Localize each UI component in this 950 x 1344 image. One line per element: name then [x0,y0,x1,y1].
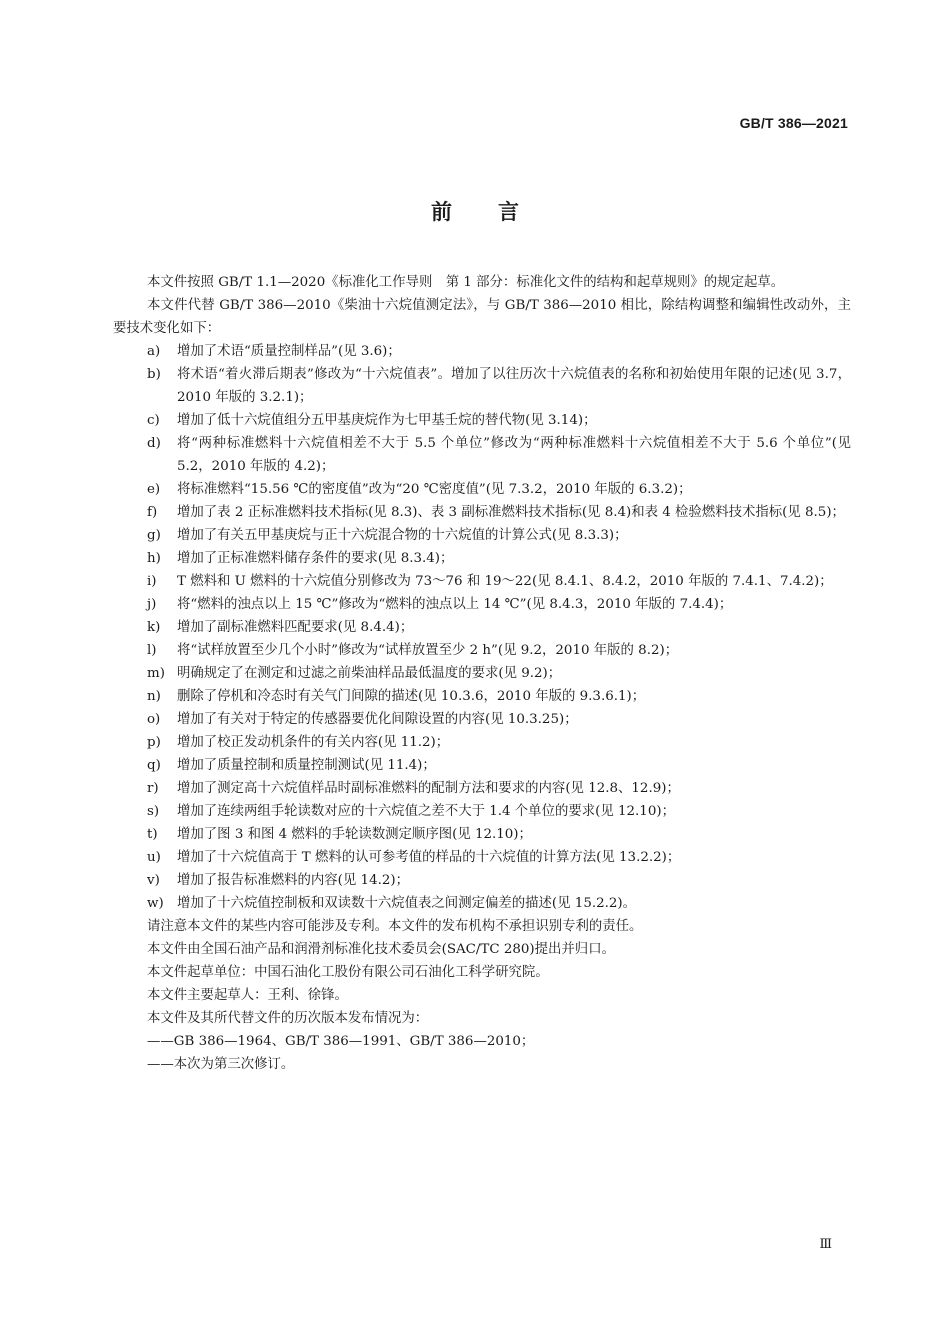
change-item-marker: e) [147,482,161,497]
change-item-text: 增加了质量控制和质量控制测试(见 11.4)； [177,758,436,773]
change-item-marker: k) [147,620,161,635]
change-item [113,409,851,432]
change-item-marker: d) [147,436,161,451]
change-item-text: 删除了停机和冷态时有关气门间隙的描述(见 10.3.6，2010 年版的 9.3.6.1)； [177,689,646,704]
change-item-text: 增加了低十六烷值组分五甲基庚烷作为七甲基壬烷的替代物(见 3.14)； [177,413,597,428]
drafting-unit: 本文件起草单位：中国石油化工股份有限公司石油化工科学研究院。 [147,965,549,980]
change-item [113,754,851,777]
change-item [113,616,851,639]
change-item [113,524,851,547]
change-item-text: 增加了有关五甲基庚烷与正十六烷混合物的十六烷值的计算公式(见 8.3.3)； [177,528,628,543]
change-item-text: 增加了校正发动机条件的有关内容(见 11.2)； [177,735,450,750]
change-item-text: 增加了表 2 正标准燃料技术指标(见 8.3)、表 3 副标准燃料技术指标(见 8.4)和表 4 检验燃料技术指标(见 8.5)； [177,505,845,520]
change-item-marker: f) [147,505,158,520]
change-item-text: 将“燃料的浊点以上 15 ℃”修改为“燃料的浊点以上 14 ℃”(见 8.4.3，2010 年版的 7.4.4)； [177,597,733,612]
change-item-marker: m) [147,666,165,681]
change-item-marker: o) [147,712,161,727]
change-item-text: 增加了测定高十六烷值样品时副标准燃料的配制方法和要求的内容(见 12.8、12.9)； [177,781,680,796]
change-item-text: 增加了图 3 和图 4 燃料的手轮读数测定顺序图(见 12.10)； [177,827,532,842]
change-item [113,432,851,478]
change-item-marker: i) [147,574,157,589]
foreword-body [113,271,851,1076]
change-item-marker: b) [147,367,161,382]
intro-paragraph-2: 本文件代替 GB/T 386—2010《柴油十六烷值测定法》，与 GB/T 386—2010 相比，除结构调整和编辑性改动外，主要技术变化如下： [113,298,851,336]
change-item-text: T 燃料和 U 燃料的十六烷值分别修改为 73～76 和 19～22(见 8.4.1、8.4.2，2010 年版的 7.4.1、7.4.2)； [177,574,833,589]
change-item [113,708,851,731]
change-item [113,593,851,616]
change-item-text: 增加了连续两组手轮读数对应的十六烷值之差不大于 1.4 个单位的要求(见 12.10)； [177,804,675,819]
change-item-marker: r) [147,781,159,796]
intro-paragraph-1: 本文件按照 GB/T 1.1—2020《标准化工作导则 第 1 部分：标准化文件的结构和起草规则》的规定起草。 [147,275,785,290]
change-item-text: 增加了十六烷值高于 T 燃料的认可参考值的样品的十六烷值的计算方法(见 13.2.2)； [177,850,681,865]
change-item-marker: g) [147,528,161,543]
change-item-text: 增加了有关对于特定的传感器要优化间隙设置的内容(见 10.3.25)； [177,712,578,727]
change-item-text: 增加了报告标准燃料的内容(见 14.2)； [177,873,409,888]
change-item [113,547,851,570]
page-title: 前言 [431,200,565,224]
change-item-text: 增加了十六烷值控制板和双读数十六烷值表之间测定偏差的描述(见 15.2.2)。 [177,896,637,911]
change-item [113,685,851,708]
change-item [113,892,851,915]
change-item-text: 将“两种标准燃料十六烷值相差不大于 5.5 个单位”修改为“两种标准燃料十六烷值相差不大于 5.6 个单位”(见 5.2，2010 年版的 4.2)； [177,436,851,474]
history-intro: 本文件及其所代替文件的历次版本发布情况为： [147,1011,429,1026]
change-item [113,800,851,823]
change-item [113,501,851,524]
change-item [113,340,851,363]
change-item [113,731,851,754]
change-item-text: 将“试样放置至少几个小时”修改为“试样放置至少 2 h”(见 9.2，2010 年版的 8.2)； [177,643,679,658]
change-item-marker: h) [147,551,161,566]
change-item-marker: p) [147,735,161,750]
change-item-text: 增加了副标准燃料匹配要求(见 8.4.4)； [177,620,414,635]
history-item: ——本次为第三次修订。 [147,1057,295,1072]
change-item-marker: t) [147,827,158,842]
proposer-statement: 本文件由全国石油产品和润滑剂标准化技术委员会(SAC/TC 280)提出并归口。 [147,942,615,957]
change-item-marker: q) [147,758,161,773]
change-item-marker: n) [147,689,161,704]
change-item-marker: j) [147,597,157,612]
change-item [113,639,851,662]
patent-notice: 请注意本文件的某些内容可能涉及专利。本文件的发布机构不承担识别专利的责任。 [147,919,643,934]
change-item-marker: v) [147,873,160,888]
change-item-text: 将标准燃料“15.56 ℃的密度值”改为“20 ℃密度值”(见 7.3.2，2010 年版的 6.3.2)； [177,482,692,497]
change-item [113,363,851,409]
changes-list [113,340,851,915]
change-item-marker: u) [147,850,161,865]
change-item-marker: s) [147,804,160,819]
change-item-text: 将术语“着火滞后期表”修改为“十六烷值表”。增加了以往历次十六烷值表的名称和初始使用年限的记述(见 3.7，2010 年版的 3.2.1)； [177,367,851,405]
change-item [113,478,851,501]
history-item: ——GB 386—1964、GB/T 386—1991、GB/T 386—2010； [147,1034,535,1049]
change-item [113,846,851,869]
change-item-marker: w) [147,896,164,911]
change-item-marker: c) [147,413,160,428]
change-item [113,823,851,846]
change-item-text: 明确规定了在测定和过滤之前柴油样品最低温度的要求(见 9.2)； [177,666,562,681]
change-item-text: 增加了正标准燃料储存条件的要求(见 8.3.4)； [177,551,454,566]
change-item-marker: a) [147,344,161,359]
change-item-marker: l) [147,643,157,658]
change-item [113,777,851,800]
change-item-text: 增加了术语“质量控制样品”(见 3.6)； [177,344,401,359]
change-item [113,869,851,892]
drafters: 本文件主要起草人：王利、徐锋。 [147,988,348,1003]
page-number: Ⅲ [819,1237,832,1252]
standard-code: GB/T 386—2021 [739,115,848,131]
change-item [113,570,851,593]
change-item [113,662,851,685]
